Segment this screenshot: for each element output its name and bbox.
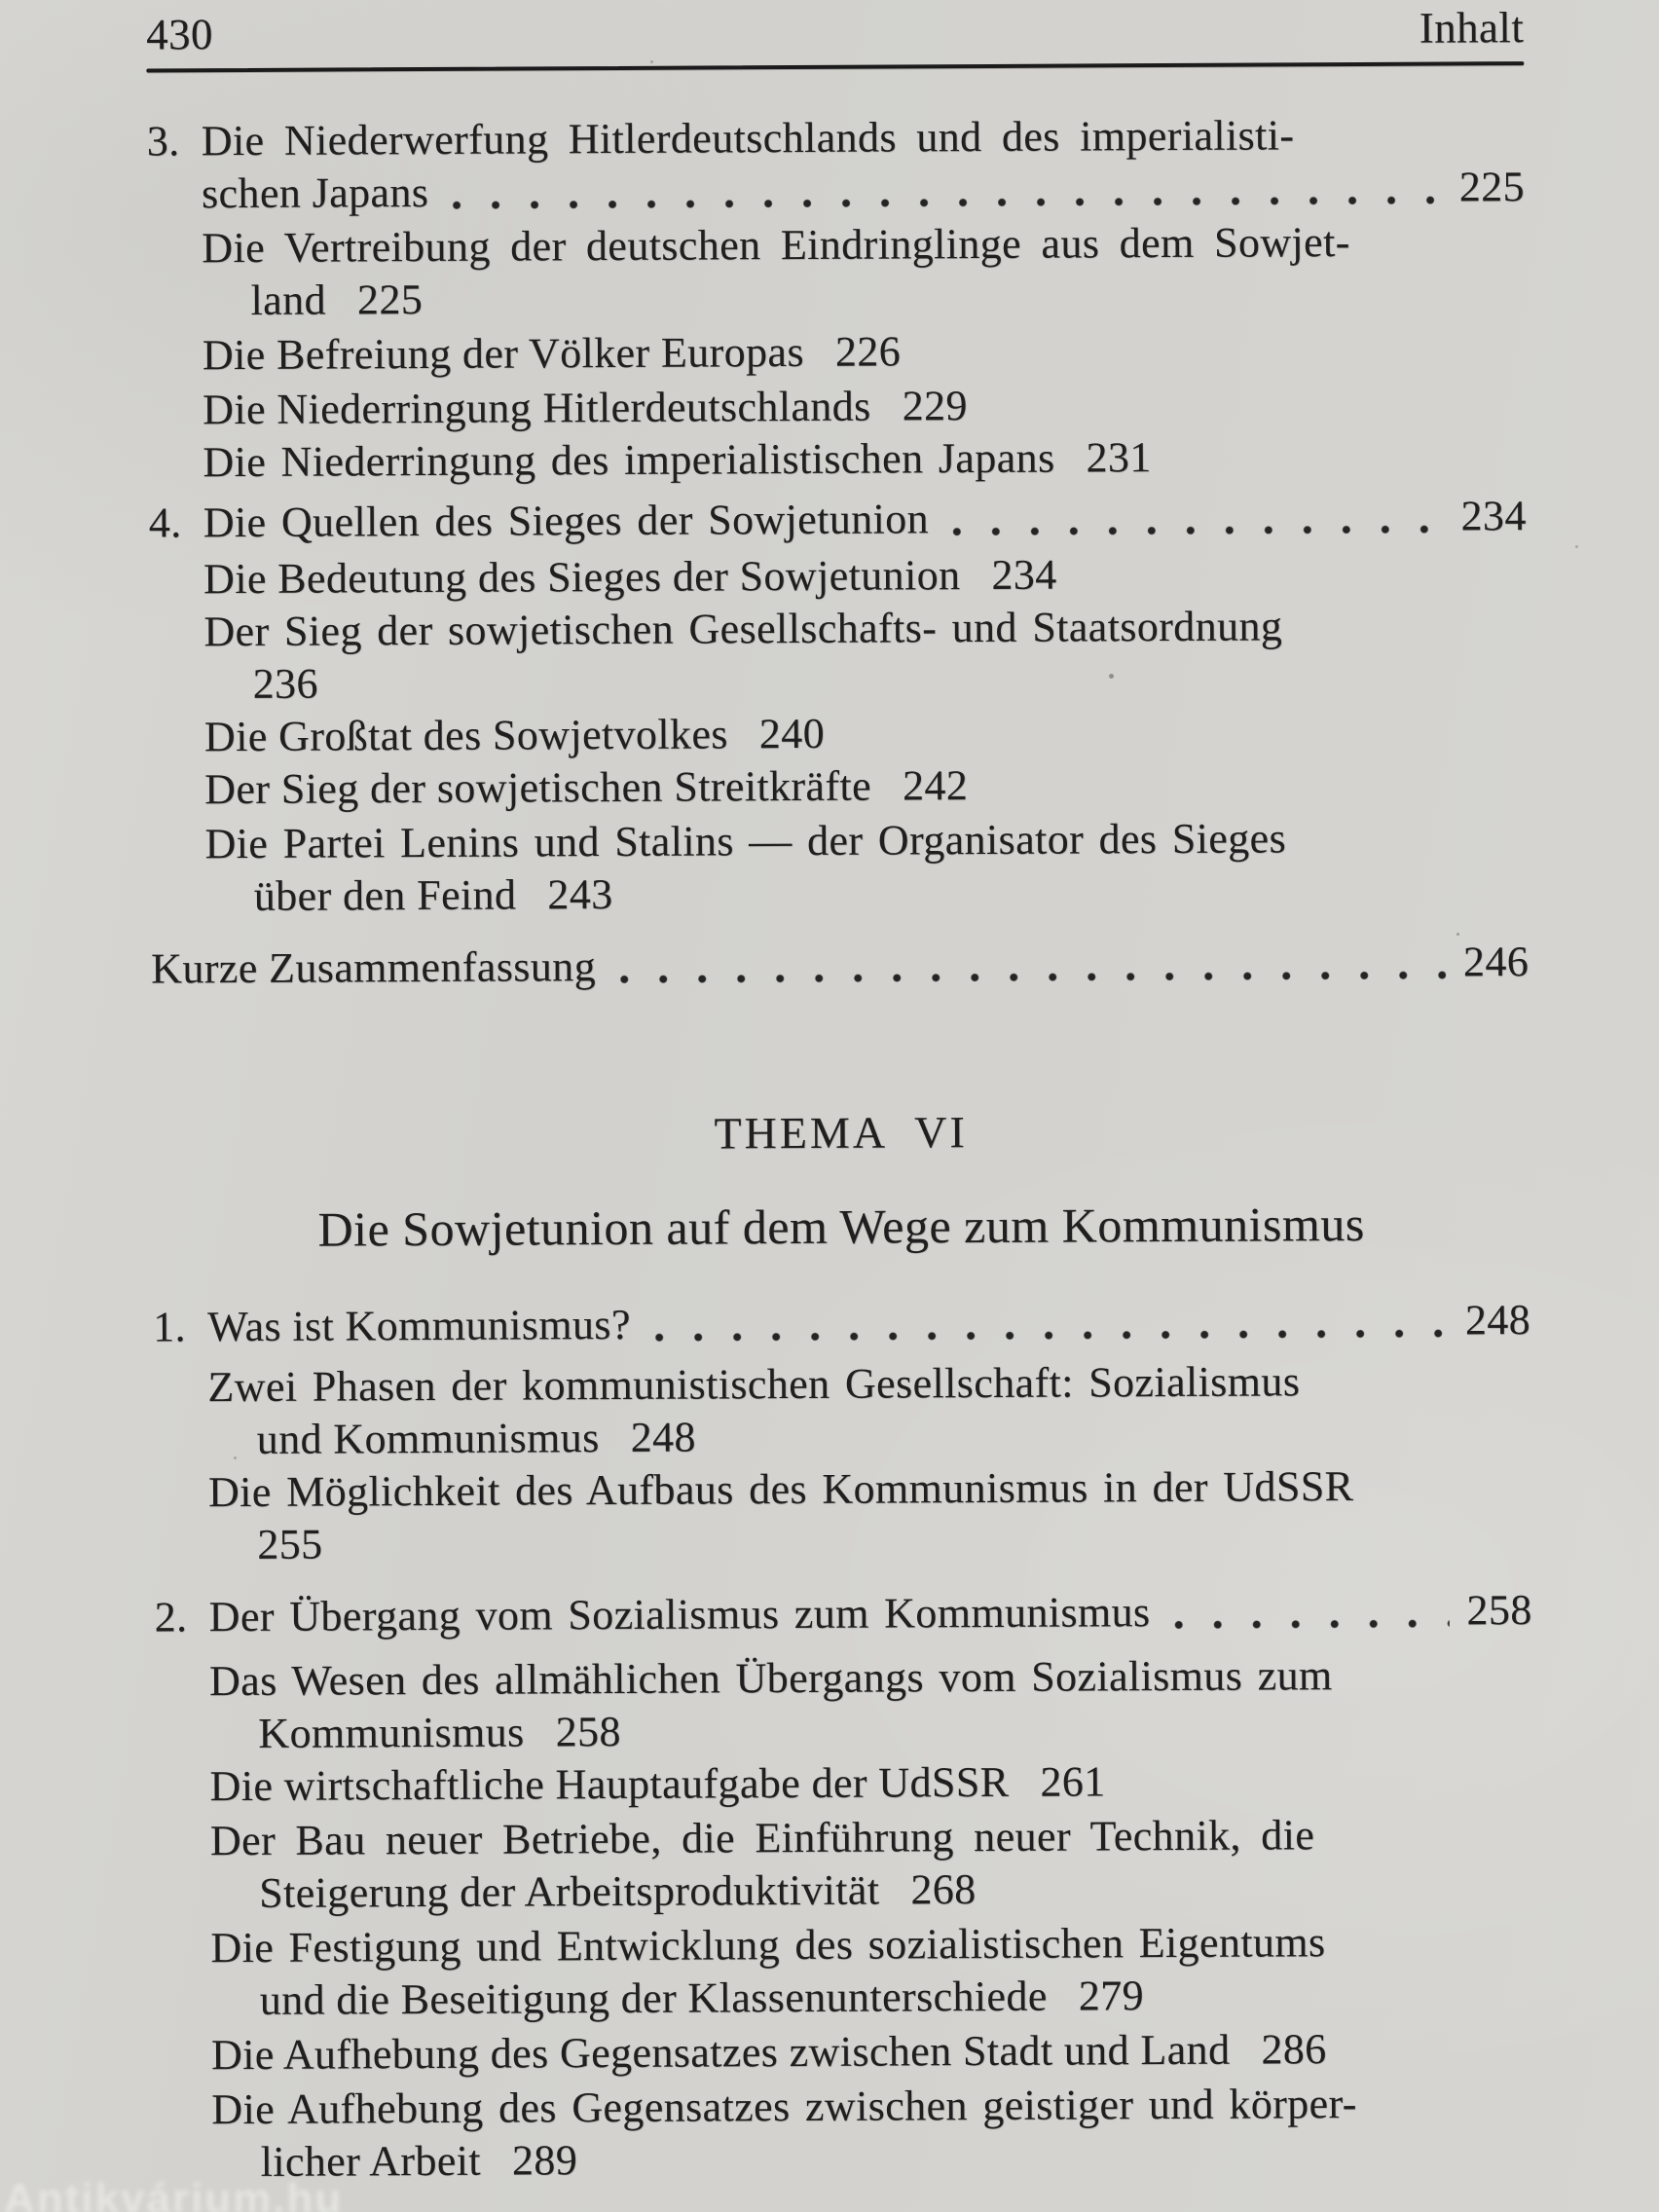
inline-page-number: 234 [991,550,1057,599]
subentry-text: Die Bedeutung des Sieges der Sowjetunion [203,551,961,604]
page-number: 225 [1458,163,1526,211]
inline-page-number: 289 [511,2136,578,2185]
inline-page-number: 279 [1078,1972,1145,2020]
entry-text: Was ist Kommunismus? [206,1300,631,1351]
toc-line [258,1701,1532,1760]
toc-entry [147,108,1526,220]
toc-line [210,1808,1533,1867]
subentry-continuation: Kommunismus [258,1708,525,1757]
subentry-text: Die Möglichkeit des Aufbaus des Kommunismus in der UdSSR [207,1462,1354,1517]
toc-subentry [203,429,1526,489]
entry-text: Der Übergang vom Sozialismus zum Kommunismus [208,1588,1151,1641]
subentry-text: Der Sieg der sowjetischen Gesellschafts- und Staatsordnung [203,602,1283,656]
inline-page-number: 225 [356,276,424,324]
inline-page-number: 255 [257,1520,323,1568]
dot-leader [452,196,1442,210]
subentry-text: Die Aufhebung des Gegensatzes zwischen Stadt und Land [210,2025,1231,2080]
subentry-text: Die Aufhebung des Gegensatzes zwischen geistiger und körper- [211,2080,1357,2134]
page-number: 246 [1462,938,1530,986]
toc-line [254,864,1529,923]
toc-line [202,161,1525,220]
subentry-text: Die Vertreibung der deutschen Eindringlinge aus dem Sowjet- [202,218,1350,273]
entry-number: 4. [148,498,182,547]
section-kicker: THEMA VI [714,1107,968,1159]
inline-page-number: 258 [555,1707,621,1756]
subentry-continuation: Steigerung der Arbeitsproduktivität [259,1865,880,1917]
inline-page-number: 231 [1086,433,1152,482]
toc-line [209,1648,1532,1708]
toc-line [204,811,1528,870]
toc-subentry [211,2022,1534,2082]
inline-page-number: 229 [902,382,968,430]
header-rule [146,61,1524,72]
toc-subentry [157,2077,1535,2189]
entry-continuation: schen Japans [201,167,429,218]
toc-subentry [156,1915,1534,2027]
toc-subentry [204,756,1528,816]
entry-text: Die Quellen des Sieges der Sowjetunion [203,495,930,547]
toc-line [259,1861,1533,1920]
subentry-continuation: und Kommunismus [256,1414,600,1463]
inline-page-number: 268 [910,1865,977,1914]
header-page-number: 430 [146,10,214,59]
toc-line [257,1407,1531,1466]
toc-line [207,1354,1530,1414]
toc-entry [153,1294,1530,1353]
subentry-text: Zwei Phasen der kommunistischen Gesellschaft: Sozialismus [207,1357,1301,1412]
subentry-text: Die wirtschaftliche Hauptaufgabe der UdSSR [209,1757,1010,1811]
header-title: Inhalt [1419,3,1525,53]
subentry-text: Das Wesen des allmählichen Übergangs vom Sozialismus zum [208,1651,1333,1706]
inline-page-number: 226 [834,327,902,376]
inline-page-number: 248 [630,1413,696,1461]
dot-leader [654,1329,1448,1343]
toc-line [211,2077,1534,2136]
inline-page-number: 236 [252,659,319,708]
entry-number: 2. [154,1593,188,1641]
subentry-text: Die Großtat des Sowjetvolkes [203,710,728,761]
toc-subentry [203,377,1526,436]
subentry-text: Die Befreiung der Völker Europas [202,327,805,380]
toc-line [203,599,1527,658]
toc-subentry [150,811,1529,923]
inline-page-number: 240 [758,709,826,758]
summary-text: Kurze Zusammenfassung [151,942,597,993]
inline-page-number: 261 [1040,1757,1106,1806]
toc-line [202,215,1525,275]
page-number: 234 [1460,492,1527,540]
entry-text: Die Niederwerfung Hitlerdeutschlands und des imperialisti- [201,111,1295,166]
toc-subentry [156,1808,1534,1920]
page-number: 258 [1466,1586,1532,1635]
toc-subentry [203,546,1527,606]
toc-line [257,1512,1531,1571]
toc-line [208,1459,1531,1519]
subentry-text: Die Niederringung Hitlerdeutschlands [203,382,871,434]
toc-subentry [149,599,1528,711]
page-number: 248 [1464,1296,1531,1345]
inline-page-number: 286 [1261,2025,1327,2074]
watermark: Antikvárium.hu [4,2175,344,2212]
toc-subentry [154,1459,1532,1571]
entry-number: 3. [146,117,180,166]
toc-line [253,651,1528,711]
toc-line [210,1915,1533,1974]
dot-leader [1174,1619,1450,1630]
entry-number: 1. [152,1303,187,1351]
paper-specks [0,0,3,3]
subentry-continuation: und die Beseitigung der Klassenunterschiede [259,1972,1048,2024]
toc-subentry [153,1354,1531,1466]
toc-subentry [209,1753,1532,1813]
subentry-continuation: licher Arbeit [260,2136,482,2186]
chapter-title: Die Sowjetunion auf dem Wege zum Kommunismus [317,1196,1365,1257]
toc-subentry [155,1648,1533,1760]
toc-entry [149,490,1527,549]
toc-entry [155,1584,1532,1643]
toc-line [260,2129,1534,2189]
toc-subentry [204,704,1528,763]
subentry-text: Der Sieg der sowjetischen Streitkräfte [204,761,872,814]
subentry-text: Die Partei Lenins und Stalins — der Organisator des Sieges [204,814,1287,868]
subentry-text: Die Festigung und Entwicklung des sozialistischen Eigentums [210,1918,1326,1972]
dot-leader [619,971,1446,984]
inline-page-number: 242 [902,761,969,810]
subentry-text: Die Niederringung des imperialistischen Japans [203,433,1055,487]
toc-summary [151,936,1529,995]
toc-line [147,108,1525,167]
subentry-continuation: über den Feind [253,870,517,920]
inline-page-number: 243 [547,869,613,919]
subentry-text: Der Bau neuer Betriebe, die Einführung neuer Technik, die [209,1811,1315,1865]
subentry-continuation: land [250,276,327,324]
toc-subentry [203,322,1526,382]
toc-subentry [147,215,1526,327]
page-header [146,2,1524,59]
toc-line [250,268,1525,327]
dot-leader [952,525,1444,537]
toc-line [260,1968,1534,2027]
